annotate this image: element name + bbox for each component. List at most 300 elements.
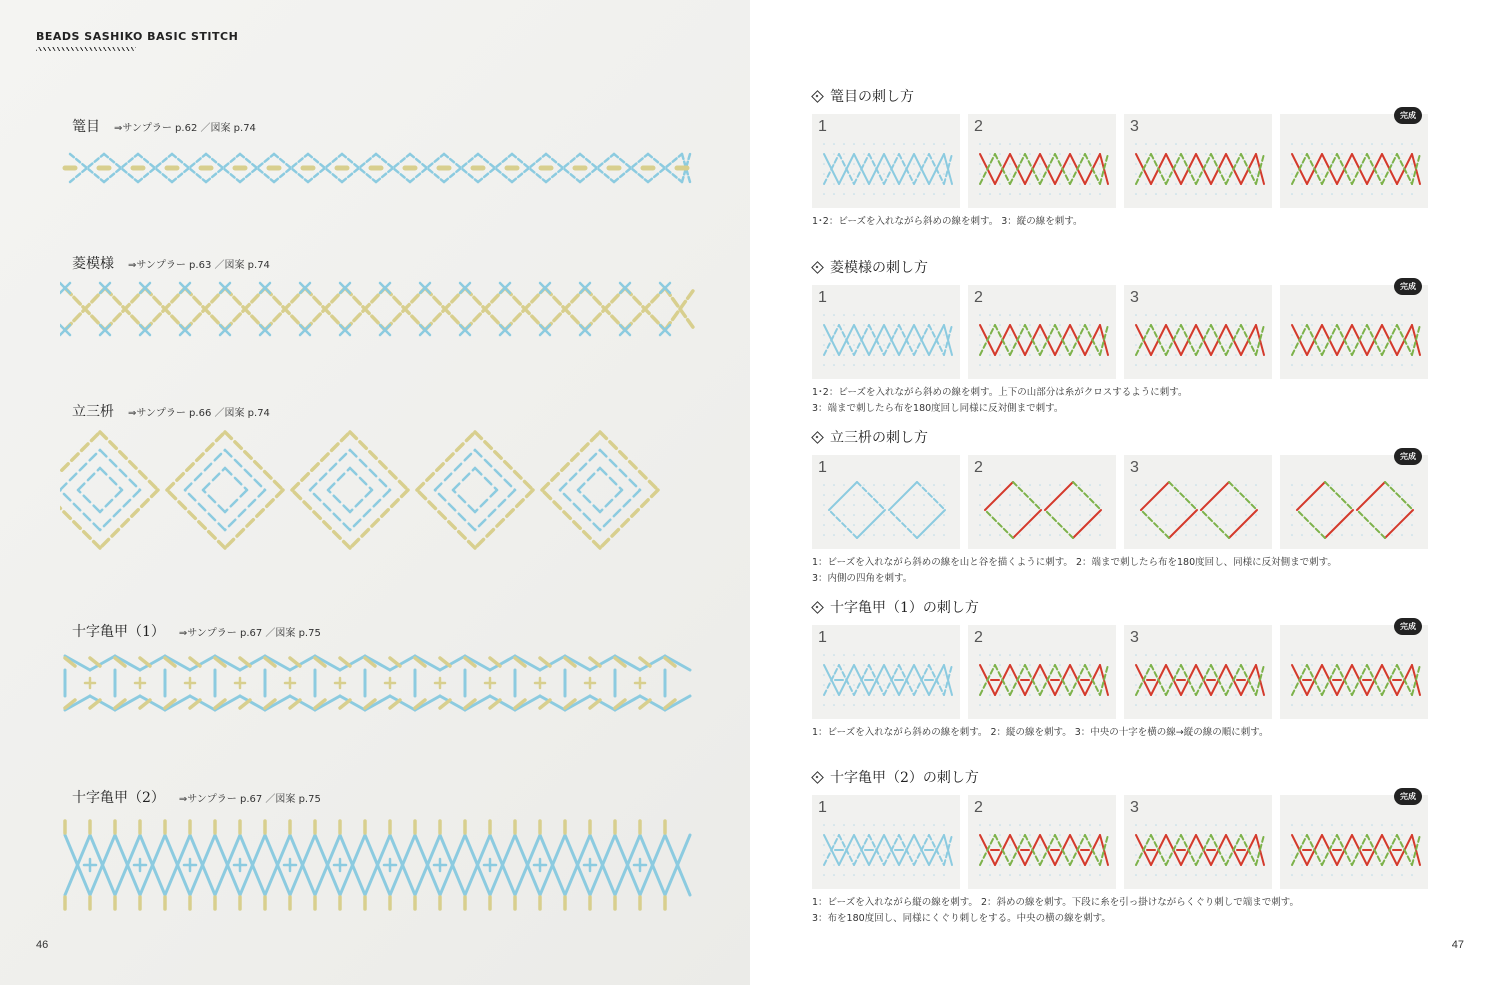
grid-dot <box>1255 874 1257 876</box>
grid-dot <box>1351 674 1353 676</box>
stitch-segment <box>578 490 600 512</box>
section-caption <box>812 214 1452 230</box>
section-caption <box>812 555 1452 587</box>
grid-dot <box>1195 674 1197 676</box>
grid-dot <box>1059 534 1061 536</box>
grid-dot <box>1341 314 1343 316</box>
grid-dot <box>913 163 915 165</box>
grid-dot <box>1029 314 1031 316</box>
grid-dot <box>1009 143 1011 145</box>
grid-dot <box>1039 524 1041 526</box>
grid-dot <box>1291 143 1293 145</box>
grid-dot <box>1019 143 1021 145</box>
grid-dot <box>979 874 981 876</box>
grid-dot <box>1069 874 1071 876</box>
grid-dot <box>989 193 991 195</box>
grid-dot <box>913 494 915 496</box>
grid-dot <box>1205 324 1207 326</box>
grid-dot <box>1215 534 1217 536</box>
grid-dot <box>979 844 981 846</box>
grid-dot <box>823 314 825 316</box>
grid-dot <box>1049 354 1051 356</box>
grid-dot <box>1039 344 1041 346</box>
stitch-label-jujikikko2 <box>72 787 321 807</box>
step-number: 1 <box>818 799 827 816</box>
grid-dot <box>1341 664 1343 666</box>
grid-dot <box>1079 704 1081 706</box>
grid-dot <box>1089 324 1091 326</box>
grid-dot <box>1145 654 1147 656</box>
step-illustration <box>968 795 1116 889</box>
stitch-segment <box>435 490 475 530</box>
grid-dot <box>913 524 915 526</box>
step-photo-complete <box>1280 111 1428 208</box>
grid-dot <box>989 874 991 876</box>
step-photos <box>812 622 1452 719</box>
grid-dot <box>1371 824 1373 826</box>
grid-dot <box>1019 494 1021 496</box>
grid-dot <box>923 694 925 696</box>
grid-dot <box>913 504 915 506</box>
stitch-segment <box>190 658 200 666</box>
grid-dot <box>1331 534 1333 536</box>
grid-dot <box>943 684 945 686</box>
grid-dot <box>853 364 855 366</box>
grid-dot <box>1215 704 1217 706</box>
step-photo-complete <box>1280 452 1428 549</box>
grid-dot <box>1225 654 1227 656</box>
complete-badge: 完成 <box>1394 107 1422 124</box>
grid-dot <box>1195 193 1197 195</box>
grid-dot <box>999 504 1001 506</box>
grid-dot <box>1205 143 1207 145</box>
grid-dot <box>1059 834 1061 836</box>
grid-dot <box>943 874 945 876</box>
grid-dot <box>1381 314 1383 316</box>
grid-dot <box>979 173 981 175</box>
stitch-segment <box>340 700 350 708</box>
grid-dot <box>943 484 945 486</box>
grid-dot <box>1341 364 1343 366</box>
grid-dot <box>1135 524 1137 526</box>
grid-dot <box>1245 874 1247 876</box>
grid-dot <box>893 874 895 876</box>
grid-dot <box>1215 834 1217 836</box>
grid-dot <box>1245 354 1247 356</box>
grid-dot <box>1331 864 1333 866</box>
grid-dot <box>1165 314 1167 316</box>
grid-dot <box>853 514 855 516</box>
grid-dot <box>1351 364 1353 366</box>
grid-dot <box>923 824 925 826</box>
grid-dot <box>1235 834 1237 836</box>
grid-dot <box>1079 183 1081 185</box>
grid-dot <box>999 664 1001 666</box>
grid-dot <box>1165 524 1167 526</box>
grid-dot <box>943 504 945 506</box>
step-photo-complete <box>1280 282 1428 379</box>
grid-dot <box>943 654 945 656</box>
grid-dot <box>1009 364 1011 366</box>
jujikikko2-embroidery <box>60 815 700 915</box>
grid-dot <box>1089 824 1091 826</box>
grid-dot <box>1321 874 1323 876</box>
grid-dot <box>873 694 875 696</box>
grid-dot <box>1019 364 1021 366</box>
grid-dot <box>1079 324 1081 326</box>
grid-dot <box>1185 654 1187 656</box>
grid-dot <box>1079 864 1081 866</box>
grid-dot <box>1089 494 1091 496</box>
grid-dot <box>1381 344 1383 346</box>
grid-dot <box>1381 143 1383 145</box>
grid-dot <box>1089 534 1091 536</box>
grid-dot <box>1371 183 1373 185</box>
caption-line: 1･2：ビーズを入れながら斜めの線を刺す。 3：縦の線を刺す。 <box>812 216 1083 227</box>
stitch-segment <box>1385 482 1413 510</box>
grid-dot <box>1401 654 1403 656</box>
grid-dot <box>1341 694 1343 696</box>
grid-dot <box>1401 874 1403 876</box>
grid-dot <box>873 654 875 656</box>
grid-dot <box>933 143 935 145</box>
grid-dot <box>913 173 915 175</box>
grid-dot <box>1215 514 1217 516</box>
step-number: 2 <box>974 459 983 476</box>
stitch-label-hishi <box>72 253 270 273</box>
step-illustration <box>1124 625 1272 719</box>
grid-dot <box>933 364 935 366</box>
grid-dot <box>1155 484 1157 486</box>
step-illustration <box>812 285 960 379</box>
grid-dot <box>1069 674 1071 676</box>
grid-dot <box>833 364 835 366</box>
stitch-segment <box>475 468 497 490</box>
grid-dot <box>1069 704 1071 706</box>
grid-dot <box>1205 834 1207 836</box>
grid-dot <box>1069 504 1071 506</box>
grid-dot <box>1371 874 1373 876</box>
grid-dot <box>853 854 855 856</box>
grid-dot <box>1185 504 1187 506</box>
grid-dot <box>1175 864 1177 866</box>
step-photo-complete <box>1280 792 1428 889</box>
grid-dot <box>1291 534 1293 536</box>
grid-dot <box>1205 654 1207 656</box>
grid-dot <box>1321 494 1323 496</box>
grid-dot <box>1195 824 1197 826</box>
step-number: 1 <box>818 629 827 646</box>
grid-dot <box>833 153 835 155</box>
grid-dot <box>883 314 885 316</box>
grid-dot <box>863 354 865 356</box>
grid-dot <box>1175 324 1177 326</box>
grid-dot <box>1135 314 1137 316</box>
grid-dot <box>933 504 935 506</box>
grid-dot <box>1205 874 1207 876</box>
grid-dot <box>943 854 945 856</box>
grid-dot <box>1351 173 1353 175</box>
step-photo-2 <box>968 625 1116 719</box>
grid-dot <box>1175 834 1177 836</box>
grid-dot <box>1089 183 1091 185</box>
grid-dot <box>999 324 1001 326</box>
grid-dot <box>1029 694 1031 696</box>
stitch-segment <box>100 490 122 512</box>
grid-dot <box>1381 844 1383 846</box>
grid-dot <box>1341 534 1343 536</box>
grid-dot <box>1341 354 1343 356</box>
grid-dot <box>1255 844 1257 846</box>
grid-dot <box>1135 534 1137 536</box>
step-illustration <box>1280 285 1428 379</box>
grid-dot <box>903 364 905 366</box>
grid-dot <box>1351 684 1353 686</box>
grid-dot <box>1215 504 1217 506</box>
grid-dot <box>1255 484 1257 486</box>
grid-dot <box>1255 364 1257 366</box>
grid-dot <box>1039 534 1041 536</box>
grid-dot <box>1381 704 1383 706</box>
grid-dot <box>1291 524 1293 526</box>
grid-dot <box>1361 364 1363 366</box>
grid-dot <box>1351 314 1353 316</box>
grid-dot <box>1049 183 1051 185</box>
grid-dot <box>1079 694 1081 696</box>
grid-dot <box>1381 684 1383 686</box>
grid-dot <box>1245 524 1247 526</box>
grid-dot <box>863 324 865 326</box>
grid-dot <box>1361 824 1363 826</box>
grid-dot <box>1301 354 1303 356</box>
grid-dot <box>1341 524 1343 526</box>
grid-dot <box>923 534 925 536</box>
grid-dot <box>1155 534 1157 536</box>
grid-dot <box>913 674 915 676</box>
grid-dot <box>1391 183 1393 185</box>
stitch-segment <box>78 468 100 490</box>
grid-dot <box>1311 534 1313 536</box>
grid-dot <box>913 514 915 516</box>
grid-dot <box>1401 704 1403 706</box>
grid-dot <box>943 524 945 526</box>
stitch-segment <box>857 510 885 538</box>
grid-dot <box>1135 484 1137 486</box>
grid-dot <box>1205 534 1207 536</box>
grid-dot <box>883 874 885 876</box>
diamond-bullet-icon <box>812 772 822 782</box>
grid-dot <box>1049 484 1051 486</box>
grid-dot <box>1291 494 1293 496</box>
grid-dot <box>1401 834 1403 836</box>
grid-dot <box>1381 524 1383 526</box>
stitch-segment <box>203 490 225 512</box>
diamond-bullet-icon <box>812 602 822 612</box>
stitch-name: 立三枡 <box>72 404 114 420</box>
grid-dot <box>1205 183 1207 185</box>
grid-dot <box>833 494 835 496</box>
step-photo-1 <box>812 285 960 379</box>
grid-dot <box>1145 314 1147 316</box>
grid-dot <box>833 664 835 666</box>
grid-dot <box>1089 354 1091 356</box>
grid-dot <box>1049 143 1051 145</box>
grid-dot <box>1135 684 1137 686</box>
grid-dot <box>1099 193 1101 195</box>
stitch-segment <box>90 700 100 708</box>
grid-dot <box>1155 193 1157 195</box>
stitch-segment <box>1013 482 1041 510</box>
grid-dot <box>833 654 835 656</box>
grid-dot <box>1019 314 1021 316</box>
grid-dot <box>1069 364 1071 366</box>
grid-dot <box>893 324 895 326</box>
stitch-segment <box>1169 482 1197 510</box>
grid-dot <box>1411 674 1413 676</box>
step-photos <box>812 111 1452 208</box>
stitch-segment <box>829 510 857 538</box>
grid-dot <box>883 143 885 145</box>
grid-dot <box>1341 484 1343 486</box>
grid-dot <box>1135 704 1137 706</box>
grid-dot <box>893 153 895 155</box>
grid-dot <box>1175 534 1177 536</box>
grid-dot <box>1175 824 1177 826</box>
grid-dot <box>1079 514 1081 516</box>
grid-dot <box>1311 874 1313 876</box>
grid-dot <box>1381 674 1383 676</box>
grid-dot <box>1135 504 1137 506</box>
grid-dot <box>1009 514 1011 516</box>
grid-dot <box>1291 314 1293 316</box>
grid-dot <box>1245 704 1247 706</box>
grid-dot <box>1079 524 1081 526</box>
grid-dot <box>1205 704 1207 706</box>
grid-dot <box>1165 844 1167 846</box>
stitch-segment <box>240 700 250 708</box>
grid-dot <box>1331 834 1333 836</box>
grid-dot <box>893 654 895 656</box>
grid-dot <box>1039 854 1041 856</box>
stitch-segment <box>1073 482 1101 510</box>
grid-dot <box>933 654 935 656</box>
grid-dot <box>1235 514 1237 516</box>
stitch-segment <box>1013 510 1041 538</box>
grid-dot <box>1099 514 1101 516</box>
grid-dot <box>843 694 845 696</box>
grid-dot <box>1019 514 1021 516</box>
grid-dot <box>1311 704 1313 706</box>
grid-dot <box>1019 354 1021 356</box>
grid-dot <box>843 183 845 185</box>
grid-dot <box>823 364 825 366</box>
grid-dot <box>1089 694 1091 696</box>
grid-dot <box>913 874 915 876</box>
stitch-name: 篭目 <box>72 119 100 135</box>
grid-dot <box>863 824 865 826</box>
grid-dot <box>1059 664 1061 666</box>
grid-dot <box>1049 864 1051 866</box>
grid-dot <box>943 344 945 346</box>
grid-dot <box>1205 193 1207 195</box>
grid-dot <box>1235 654 1237 656</box>
grid-dot <box>1331 874 1333 876</box>
stitch-segment <box>889 510 917 538</box>
grid-dot <box>1155 324 1157 326</box>
stitch-segment <box>1141 482 1169 510</box>
grid-dot <box>1135 334 1137 336</box>
grid-dot <box>1401 314 1403 316</box>
stitch-segment <box>917 482 945 510</box>
stitch-segment <box>1045 510 1073 538</box>
grid-dot <box>1301 193 1303 195</box>
grid-dot <box>999 484 1001 486</box>
stitch-segment <box>225 490 283 548</box>
grid-dot <box>1145 143 1147 145</box>
grid-dot <box>1165 163 1167 165</box>
diamond-bullet-icon <box>812 432 822 442</box>
step-number: 1 <box>818 289 827 306</box>
grid-dot <box>823 173 825 175</box>
grid-dot <box>913 854 915 856</box>
stitch-segment <box>310 490 350 530</box>
grid-dot <box>1381 824 1383 826</box>
grid-dot <box>1331 524 1333 526</box>
grid-dot <box>1331 364 1333 366</box>
grid-dot <box>1225 704 1227 706</box>
grid-dot <box>1391 354 1393 356</box>
stitch-segment <box>1229 510 1257 538</box>
stitch-name: 菱模様 <box>72 256 114 272</box>
grid-dot <box>1175 183 1177 185</box>
grid-dot <box>979 484 981 486</box>
grid-dot <box>1145 704 1147 706</box>
grid-dot <box>1059 193 1061 195</box>
stitch-segment <box>350 468 372 490</box>
diamond-bullet-icon <box>812 91 822 101</box>
grid-dot <box>1135 193 1137 195</box>
grid-dot <box>1401 514 1403 516</box>
grid-dot <box>1411 854 1413 856</box>
stitch-segment <box>390 700 400 708</box>
grid-dot <box>999 153 1001 155</box>
grid-dot <box>979 684 981 686</box>
grid-dot <box>1321 704 1323 706</box>
grid-dot <box>1291 344 1293 346</box>
grid-dot <box>1391 494 1393 496</box>
grid-dot <box>1225 824 1227 826</box>
grid-dot <box>843 354 845 356</box>
grid-dot <box>1089 834 1091 836</box>
grid-dot <box>1089 143 1091 145</box>
grid-dot <box>1155 694 1157 696</box>
grid-dot <box>893 864 895 866</box>
grid-dot <box>933 834 935 836</box>
grid-dot <box>1029 834 1031 836</box>
grid-dot <box>1069 163 1071 165</box>
grid-dot <box>1311 654 1313 656</box>
grid-dot <box>1255 163 1257 165</box>
grid-dot <box>1099 654 1101 656</box>
grid-dot <box>923 654 925 656</box>
complete-badge: 完成 <box>1394 448 1422 465</box>
sample-hishi-photo <box>60 280 700 340</box>
grid-dot <box>883 344 885 346</box>
grid-dot <box>1195 484 1197 486</box>
stitch-ref: ⇒サンプラー p.67 ／図案 p.75 <box>178 794 321 805</box>
grid-dot <box>1411 504 1413 506</box>
grid-dot <box>1165 854 1167 856</box>
